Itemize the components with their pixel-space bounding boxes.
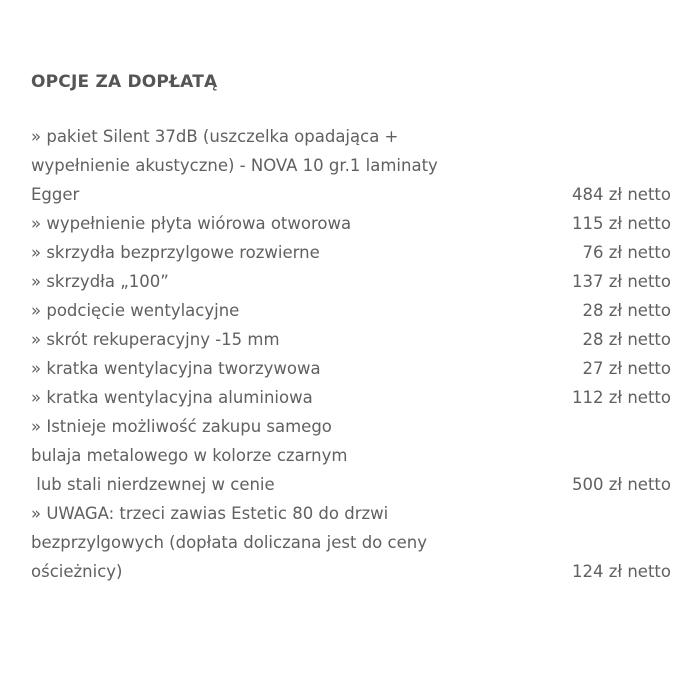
option-description-line: » skrót rekuperacyjny -15 mm (31, 330, 280, 349)
option-price: 112 zł netto (572, 388, 671, 407)
option-price: 500 zł netto (572, 475, 671, 494)
option-row (31, 383, 671, 412)
option-price: 28 zł netto (582, 301, 671, 320)
option-price: 76 zł netto (582, 243, 671, 262)
option-row (31, 296, 671, 325)
option-description (31, 354, 321, 383)
option-price: 115 zł netto (572, 214, 671, 233)
option-description (31, 383, 313, 412)
option-description-line: » skrzydła „100” (31, 272, 169, 291)
option-description-line: ościeżnicy) (31, 562, 123, 581)
option-description-line: » podcięcie wentylacyjne (31, 301, 240, 320)
option-description (31, 238, 320, 267)
option-description (31, 499, 427, 586)
option-row (31, 499, 671, 586)
option-price: 27 zł netto (582, 359, 671, 378)
option-description-line: » skrzydła bezprzylgowe rozwierne (31, 243, 320, 262)
option-row (31, 325, 671, 354)
option-description (31, 412, 347, 499)
option-row (31, 122, 671, 209)
option-row (31, 209, 671, 238)
option-description (31, 296, 239, 325)
option-description-line: » kratka wentylacyjna tworzywowa (31, 359, 321, 378)
option-price: 28 zł netto (582, 330, 671, 349)
option-description-line: lub stali nierdzewnej w cenie (31, 475, 275, 494)
option-description (31, 209, 351, 238)
option-description-line: Egger (31, 185, 80, 204)
option-price: 484 zł netto (572, 185, 671, 204)
options-list (31, 122, 671, 586)
option-description-line: » wypełnienie płyta wiórowa otworowa (31, 214, 352, 233)
option-description-line: » kratka wentylacyjna aluminiowa (31, 388, 313, 407)
option-price: 137 zł netto (572, 272, 671, 291)
option-row (31, 354, 671, 383)
option-description-line: » UWAGA: trzeci zawias Estetic 80 do drzwi (31, 504, 389, 523)
option-description (31, 325, 280, 354)
option-description-line: » Istnieje możliwość zakupu samego (31, 417, 332, 436)
option-description-line: » pakiet Silent 37dB (uszczelka opadająca + (31, 127, 399, 146)
options-section (31, 68, 671, 586)
option-description-line: bulaja metalowego w kolorze czarnym (31, 446, 348, 465)
option-description-line: bezprzylgowych (dopłata doliczana jest do ceny (31, 533, 427, 552)
option-description (31, 122, 438, 209)
section-heading: OPCJE ZA DOPŁATĄ (31, 72, 218, 92)
option-row (31, 238, 671, 267)
option-description-line: wypełnienie akustyczne) - NOVA 10 gr.1 laminaty (31, 156, 438, 175)
option-row (31, 412, 671, 499)
option-description (31, 267, 169, 296)
option-row (31, 267, 671, 296)
option-price: 124 zł netto (572, 562, 671, 581)
